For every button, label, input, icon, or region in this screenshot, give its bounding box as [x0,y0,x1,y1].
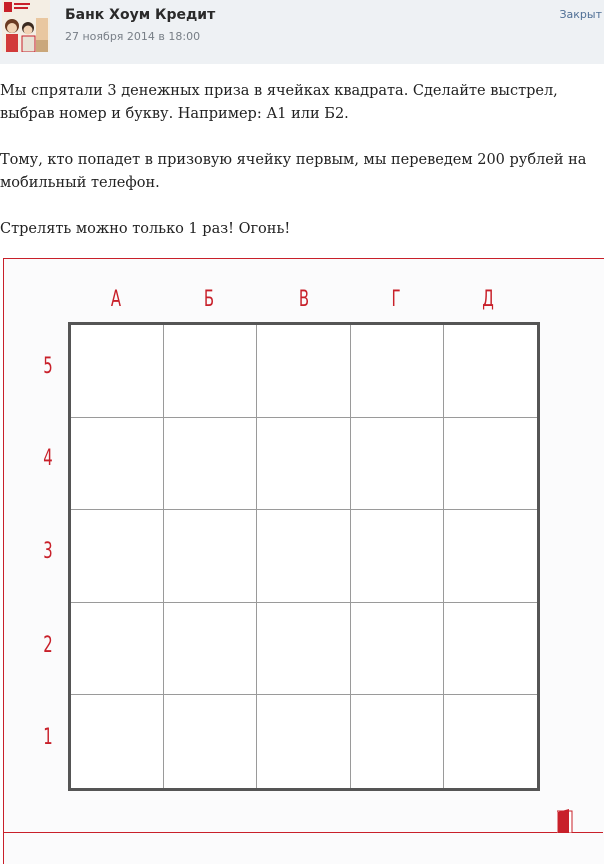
grid-cell[interactable] [351,603,444,696]
avatar-image [2,0,50,52]
column-label: Д [482,287,494,312]
grid-cell[interactable] [351,695,444,788]
grid-cell[interactable] [257,695,350,788]
row-label: 5 [43,354,53,379]
grid-cell[interactable] [71,603,164,696]
grid-cell[interactable] [257,418,350,511]
row-label: 2 [43,633,53,658]
target-grid [68,322,540,791]
divider-line [3,832,603,833]
grid-cell[interactable] [71,695,164,788]
post-header [0,0,604,64]
grid-cell[interactable] [351,325,444,418]
grid-cell[interactable] [444,418,537,511]
grid-cell[interactable] [444,325,537,418]
grid-cell[interactable] [444,510,537,603]
post-paragraph: Тому, кто попадет в призовую ячейку первым, мы переведем 200 рублей на мобильный телефон. [0,152,587,191]
post-paragraph: Стрелять можно только 1 раз! Огонь! [0,221,291,237]
grid-cell[interactable] [351,510,444,603]
column-label: В [298,287,310,312]
grid-cell[interactable] [351,418,444,511]
grid-cell[interactable] [164,325,257,418]
row-label: 3 [43,539,53,564]
grid-cell[interactable] [257,510,350,603]
post-paragraph: Мы спрятали 3 денежных приза в ячейках квадрата. Сделайте выстрел, выбрав номер и букву. Например: А1 или Б2. [0,83,558,122]
grid-cell[interactable] [444,603,537,696]
grid-cell[interactable] [71,325,164,418]
grid-cell[interactable] [164,418,257,511]
grid-cell[interactable] [71,510,164,603]
grid-cell[interactable] [164,695,257,788]
column-label: Г [391,287,401,312]
close-link[interactable]: Закрыт [559,8,602,21]
post-text [0,80,604,264]
grid-cell[interactable] [257,325,350,418]
grid-cell[interactable] [257,603,350,696]
column-label: Б [203,287,215,312]
grid-cell[interactable] [164,510,257,603]
column-label: А [110,287,122,312]
grid-cell[interactable] [71,418,164,511]
grid-cell[interactable] [164,603,257,696]
author-name[interactable]: Банк Хоум Кредит [65,7,216,23]
grid-cell[interactable] [444,695,537,788]
post-date[interactable]: 27 ноября 2014 в 18:00 [65,30,201,43]
avatar[interactable] [2,0,50,52]
row-label: 4 [43,446,53,471]
row-label: 1 [43,725,53,750]
door-logo-icon [557,808,573,833]
